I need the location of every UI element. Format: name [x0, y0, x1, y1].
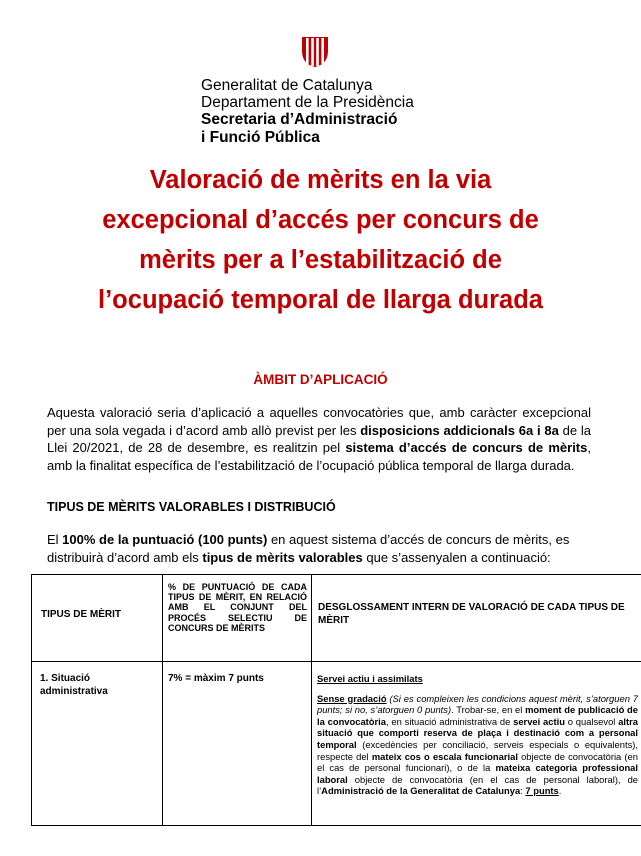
- title-line: l’ocupació temporal de llarga durada: [98, 286, 543, 314]
- bold-text: mateixa categoria professional laboral: [317, 762, 638, 785]
- text: objecte de convocatòria (en el cas de personal funcionari), o de la: [317, 750, 638, 774]
- text: :: [520, 785, 526, 797]
- bold-text: tipus de mèrits valorables: [202, 549, 363, 565]
- text: que s’assenyalen a continuació:: [362, 549, 551, 565]
- section-heading-tipus: TIPUS DE MÈRITS VALORABLES I DISTRIBUCIÓ: [47, 500, 336, 514]
- text: Aquesta valoració seria d’aplicació a aquelles convocatòries que, amb caràcter excepcional per una sola vegada i d’acord amb allò previst per les: [47, 405, 591, 438]
- bold-text: altra situació que comporti reserva de plaça i destinació com a personal temporal: [317, 715, 639, 750]
- text: , en situació administrativa de: [385, 715, 514, 727]
- section-heading-ambit: ÀMBIT D’APLICACIÓ: [253, 372, 388, 387]
- secretariat-name: Secretaria d’Administració: [201, 111, 398, 129]
- bold-text: mateix cos o escala funcionarial: [371, 750, 518, 762]
- title-line: Valoració de mèrits en la via: [149, 166, 492, 194]
- bold-text: Administració de la Generalitat de Catalunya: [321, 785, 521, 797]
- ambit-paragraph: [47, 404, 591, 474]
- header-cell: TIPUS DE MÈRIT: [32, 575, 163, 662]
- text: de la Llei 20/2021, de 28 de desembre, es realitzin pel: [47, 422, 591, 456]
- header-cell: DESGLOSSAMENT INTERN DE VALORACIÓ DE CADA TIPUS DE MÈRIT: [312, 575, 641, 662]
- breakdown-text: [317, 693, 638, 797]
- secretariat-name-2: i Funció Pública: [201, 128, 320, 146]
- text: Sense gradació: [317, 692, 387, 704]
- organization-block: [201, 77, 461, 146]
- text: o qualsevol: [564, 715, 619, 727]
- text: en aquest sistema d’accés de concurs de mèrits, es distribuirà d’acord amb els: [47, 532, 570, 565]
- merit-type-cell: 1. Situació administrativa: [32, 662, 163, 826]
- merit-breakdown-cell: [312, 662, 641, 826]
- text: . Trobar-se, en el: [451, 704, 526, 716]
- generalitat-emblem-icon: [300, 36, 330, 73]
- header-cell: % DE PUNTUACIÓ DE CADA TIPUS DE MÈRIT, EN RELACIÓ AMB EL CONJUNT DEL PROCÉS SELECTIU DE CONCURS DE MÈRITS: [163, 575, 312, 662]
- bold-text: servei actiu: [513, 715, 565, 727]
- text: (Si es compleixen les condicions aquest mèrit, s’atorguen 7 punts; si no, s’atorguen 0 punts): [317, 692, 638, 716]
- text: (excedències per conciliació, serveis especials o equivalents), respecte del: [317, 738, 638, 762]
- text: El: [47, 532, 63, 547]
- text: 7 punts: [525, 785, 559, 797]
- merit-percent-cell: 7% = màxim 7 punts: [163, 662, 312, 826]
- breakdown-subheading: Servei actiu i assimilats: [317, 673, 423, 684]
- table-row: [32, 662, 641, 826]
- merits-table: [31, 574, 641, 826]
- title-line: excepcional d’accés per concurs de: [102, 206, 539, 234]
- bold-text: 100% de la puntuació (100 punts): [62, 532, 268, 547]
- text: , amb la finalitat específica de l’estabilització de l’ocupació pública temporal de llarga durada.: [47, 440, 591, 473]
- department-name: Departament de la Presidència: [201, 94, 414, 112]
- bold-text: sistema d’accés de concurs de mèrits: [345, 440, 588, 456]
- bold-text: disposicions addicionals 6a i 8a: [360, 422, 559, 438]
- table-header-row: [32, 575, 641, 662]
- title-line: mèrits per a l’estabilització de: [139, 246, 502, 274]
- text: objecte de convocatòria (en el cas de personal laboral), de l’: [317, 773, 638, 797]
- text: .: [558, 785, 562, 797]
- bold-text: moment de publicació de la convocatòria: [317, 704, 638, 727]
- tipus-paragraph: [47, 531, 593, 566]
- org-name: Generalitat de Catalunya: [201, 77, 373, 94]
- document-title: [50, 160, 591, 320]
